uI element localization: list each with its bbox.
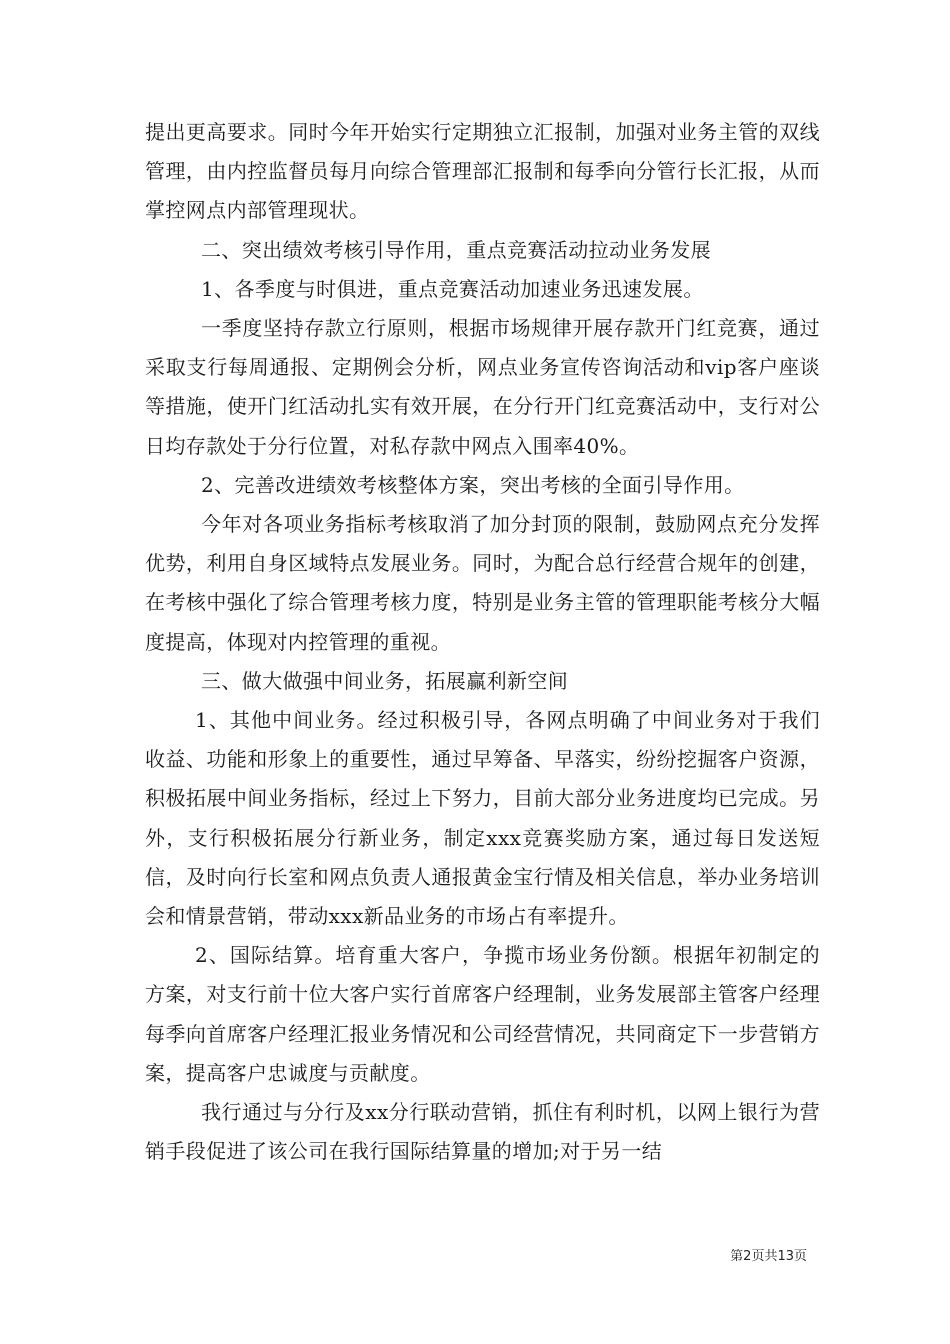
paragraph-deposit-campaign: 一季度坚持存款立行原则，根据市场规律开展存款开门红竞赛，通过采取支行每周通报、定期例会分析，网点业务宣传咨询活动和vip客户座谈等措施，使开门红活动扎实有效开展，在分行开门红竞赛活动中，支行对公日均存款处于分行位置，对私存款中网点入围率40%。 bbox=[145, 316, 820, 458]
paragraph-intermediate-business: 1、其他中间业务。经过积极引导，各网点明确了中间业务对于我们收益、功能和形象上的重要性，通过早筹备、早落实，纷纷挖掘客户资源，积极拓展中间业务指标，经过上下努力，目前大部分业务进度均已完成。另外，支行积极拓展分行新业务，制定xxx竞赛奖励方案，通过每日发送短信，及时向行长室和网点负责人通报黄金宝行情及相关信息，举办业务培训会和情景营销，带动xxx新品业务的市场占有率提升。 bbox=[145, 708, 820, 929]
heading-section-2: 二、突出绩效考核引导作用，重点竞赛活动拉动业务发展 bbox=[201, 237, 711, 262]
page-number-footer: 第2页共13页 bbox=[730, 1249, 807, 1264]
paragraph-joint-marketing: 我行通过与分行及xx分行联动营销，抓住有利时机，以网上银行为营销手段促进了该公司在我行国际结算量的增加;对于另一结 bbox=[145, 1100, 820, 1164]
paragraph-1: 提出更高要求。同时今年开始实行定期独立汇报制，加强对业务主管的双线管理，由内控监督员每月向综合管理部汇报制和每季向分管行长汇报，从而掌控网点内部管理现状。 bbox=[145, 120, 820, 223]
subheading-2-1: 1、各季度与时俱进，重点竞赛活动加速业务迅速发展。 bbox=[201, 276, 704, 301]
document-body bbox=[145, 113, 820, 1171]
subheading-2-2: 2、完善改进绩效考核整体方案，突出考核的全面引导作用。 bbox=[201, 472, 745, 497]
heading-section-3: 三、做大做强中间业务，拓展赢利新空间 bbox=[201, 668, 569, 693]
paragraph-assessment: 今年对各项业务指标考核取消了加分封顶的限制，鼓励网点充分发挥优势，利用自身区域特点发展业务。同时，为配合总行经营合规年的创建，在考核中强化了综合管理考核力度，特别是业务主管的管理职能考核分大幅度提高，体现对内控管理的重视。 bbox=[145, 512, 820, 654]
paragraph-international-settlement: 2、国际结算。培育重大客户，争揽市场业务份额。根据年初制定的方案，对支行前十位大客户实行首席客户经理制，业务发展部主管客户经理每季向首席客户经理汇报业务情况和公司经营情况，共同商定下一步营销方案，提高客户忠诚度与贡献度。 bbox=[145, 943, 820, 1085]
